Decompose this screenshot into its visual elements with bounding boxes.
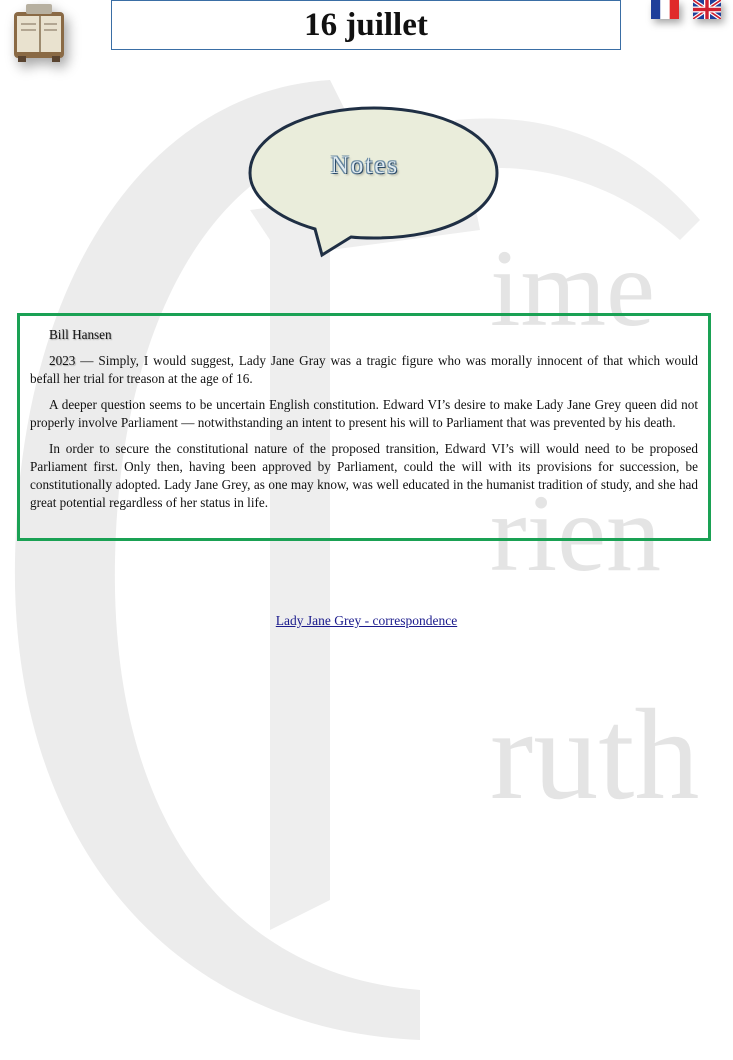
note-panel: [17, 313, 711, 541]
footer-link-row: [0, 613, 733, 629]
note-author: Bill Hansen: [49, 327, 112, 342]
uk-flag-icon[interactable]: [693, 0, 721, 19]
notes-speech-bubble: [247, 105, 501, 260]
note-paragraph-1: [30, 352, 698, 388]
book-stack-icon[interactable]: [8, 2, 70, 64]
title-banner: [111, 0, 621, 50]
watermark-word-2: rien: [490, 472, 662, 594]
note-year: 2023: [49, 353, 76, 368]
correspondence-link[interactable]: Lady Jane Grey - correspondence: [275, 613, 458, 628]
french-flag-icon[interactable]: [651, 0, 679, 19]
note-author-line: [30, 326, 698, 344]
note-paragraph-2: A deeper question seems to be uncertain English constitution. Edward VI’s desire to make Lady Jane Grey queen did not properly involve Parliament — notwithstanding an intent to present his will to Parliament that was prevented by his death.: [30, 397, 698, 430]
note-paragraph-3: In order to secure the constitutional nature of the proposed transition, Edward VI’s will would need to be proposed Parliament first. Only then, having been approved by Parliament, could the will with its provisions for succession, be constitutionally adopted. Lady Jane Grey, as one may know, was well educated in the humanist tradition of study, and she had great potential regardless of her status in life.: [30, 441, 698, 510]
note-paragraph-1-text: — Simply, I would suggest, Lady Jane Gray was a tragic figure who was morally innocent of that which would befall her trial for treason at the age of 16.: [30, 353, 698, 386]
notes-heading: Notes: [330, 152, 400, 179]
page-title: 16 juillet: [304, 6, 428, 43]
watermark-word-1: ime: [490, 227, 655, 349]
watermark-word-3: ruth: [490, 683, 700, 827]
